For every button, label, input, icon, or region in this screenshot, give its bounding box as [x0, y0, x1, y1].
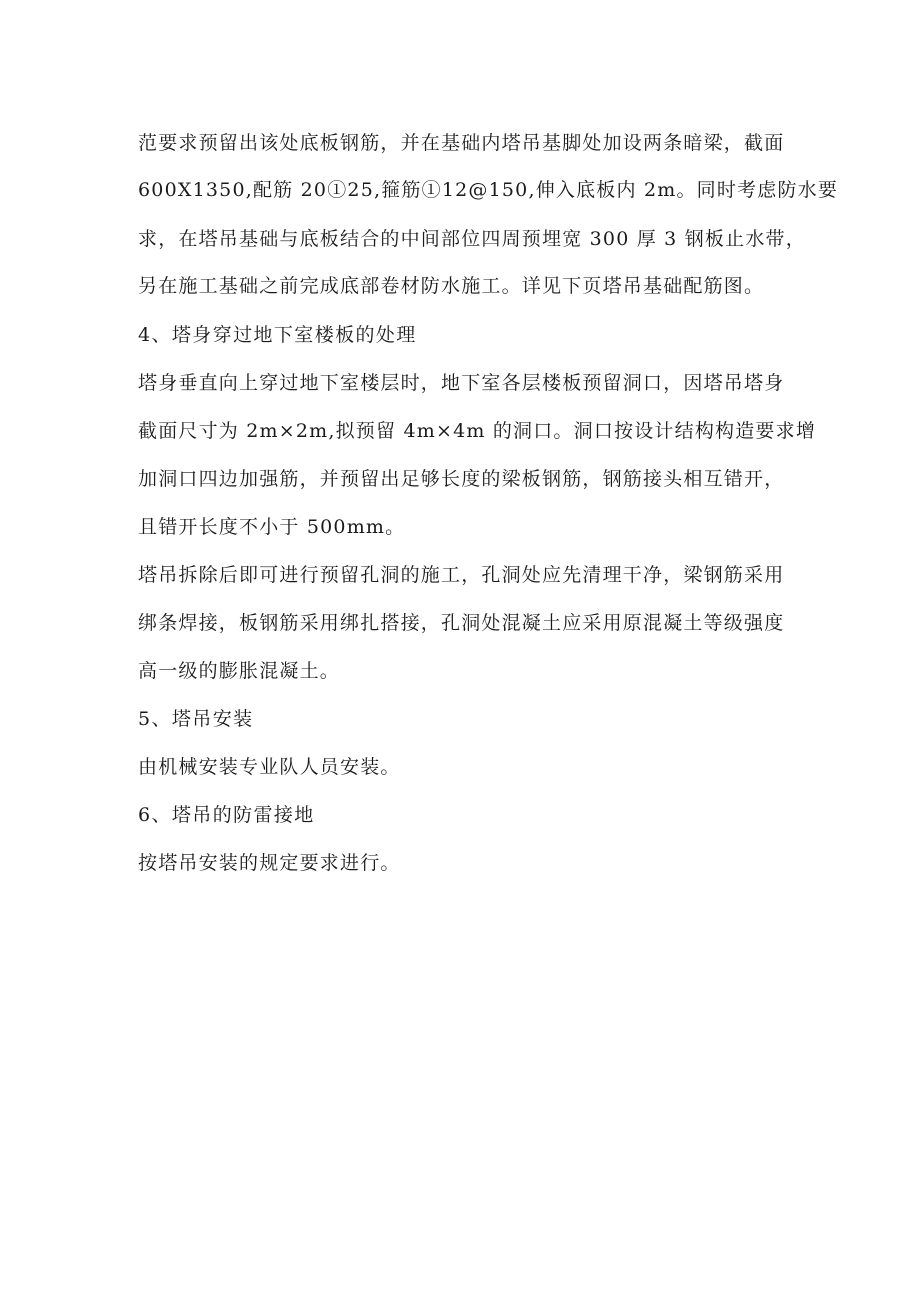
- paragraph-line: 高一级的膨胀混凝土。: [138, 660, 341, 682]
- paragraph-line: 另在施工基础之前完成底部卷材防水施工。详见下页塔吊基础配筋图。: [138, 275, 765, 297]
- paragraph-line: 600X1350,配筋 20①25,箍筋①12@150,伸入底板内 2m。同时考虑防水要: [138, 179, 839, 201]
- paragraph-line: 加洞口四边加强筋，并预留出足够长度的梁板钢筋，钢筋接头相互错开，: [138, 468, 785, 490]
- paragraph-line: 且错开长度不小于 500mm。: [138, 516, 406, 538]
- paragraph-line: 截面尺寸为 2m×2m,拟预留 4m×4m 的洞口。洞口按设计结构构造要求增: [138, 420, 817, 442]
- section-heading: 6、塔吊的防雷接地: [138, 804, 315, 826]
- paragraph-line: 求，在塔吊基础与底板结合的中间部位四周预埋宽 300 厚 3 钢板止水带，: [138, 228, 806, 250]
- paragraph-line: 塔吊拆除后即可进行预留孔洞的施工，孔洞处应先清理干净，梁钢筋采用: [138, 564, 785, 586]
- paragraph-line: 绑条焊接，板钢筋采用绑扎搭接，孔洞处混凝土应采用原混凝土等级强度: [138, 612, 785, 634]
- section-heading: 5、塔吊安装: [138, 708, 254, 730]
- paragraph-line: 按塔吊安装的规定要求进行。: [138, 852, 401, 874]
- section-heading: 4、塔身穿过地下室楼板的处理: [138, 324, 417, 346]
- paragraph-line: 塔身垂直向上穿过地下室楼层时，地下室各层楼板预留洞口，因塔吊塔身: [138, 372, 785, 394]
- paragraph-line: 范要求预留出该处底板钢筋，并在基础内塔吊基脚处加设两条暗梁，截面: [138, 132, 785, 154]
- paragraph-line: 由机械安装专业队人员安装。: [138, 756, 401, 778]
